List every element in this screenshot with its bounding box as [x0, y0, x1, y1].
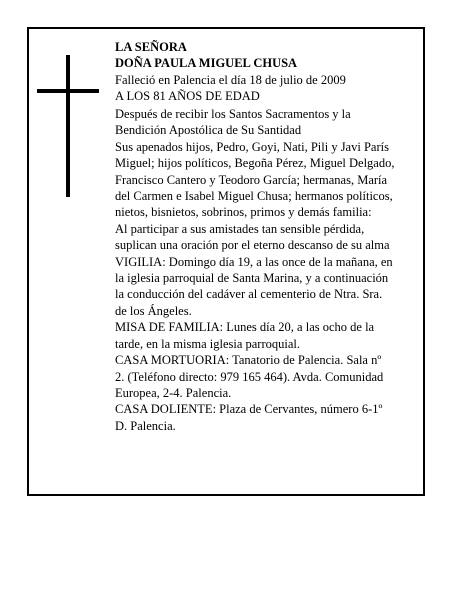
vigil-line: la iglesia parroquial de Santa Marina, y a continuación [115, 271, 389, 286]
vigil-line: de los Ángeles. [115, 303, 192, 318]
family-line: Miguel; hijos políticos, Begoña Pérez, Miguel Delgado, [115, 156, 395, 171]
death-line: Falleció en Palencia el día 18 de julio de 2009 [115, 72, 346, 87]
mortuary-line: 2. (Teléfono directo: 979 165 464). Avda. Comunidad [115, 369, 384, 384]
title: LA SEÑORA [115, 40, 187, 54]
cross-horizontal-bar [37, 89, 99, 93]
age-line: A LOS 81 AÑOS DE EDAD [115, 89, 260, 104]
prayer-line: suplican una oración por el eterno descanso de su alma [115, 238, 390, 253]
family-line: del Carmen e Isabel Miguel Chusa; hermanos políticos, [115, 189, 393, 204]
vigil-line: VIGILIA: Domingo día 19, a las once de la mañana, en [115, 254, 393, 269]
cross-vertical-bar [66, 55, 70, 197]
family-line: nietos, bisnietos, sobrinos, primos y demás familia: [115, 205, 372, 220]
family-line: Sus apenados hijos, Pedro, Goyi, Nati, Pili y Javi París [115, 139, 389, 154]
deceased-name: DOÑA PAULA MIGUEL CHUSA [115, 56, 298, 71]
sacraments-line: Después de recibir los Santos Sacramentos y la [115, 107, 351, 122]
mass-line: tarde, en la misma iglesia parroquial. [115, 336, 301, 351]
sacraments-line: Bendición Apostólica de Su Santidad [115, 123, 302, 138]
obituary-text [115, 39, 415, 434]
prayer-line: Al participar a sus amistades tan sensible pérdida, [115, 221, 365, 236]
mortuary-line: CASA MORTUORIA: Tanatorio de Palencia. Sala nº [115, 353, 382, 368]
mass-line: MISA DE FAMILIA: Lunes día 20, a las ocho de la [115, 320, 375, 335]
vigil-line: la conducción del cadáver al cementerio de Ntra. Sra. [115, 287, 383, 302]
family-line: Francisco Cantero y Teodoro García; hermanas, María [115, 172, 388, 187]
home-line: CASA DOLIENTE: Plaza de Cervantes, número 6-1º [115, 402, 383, 417]
home-line: D. Palencia. [115, 418, 176, 433]
cross-icon [37, 55, 99, 197]
mortuary-line: Europea, 2-4. Palencia. [115, 385, 232, 400]
